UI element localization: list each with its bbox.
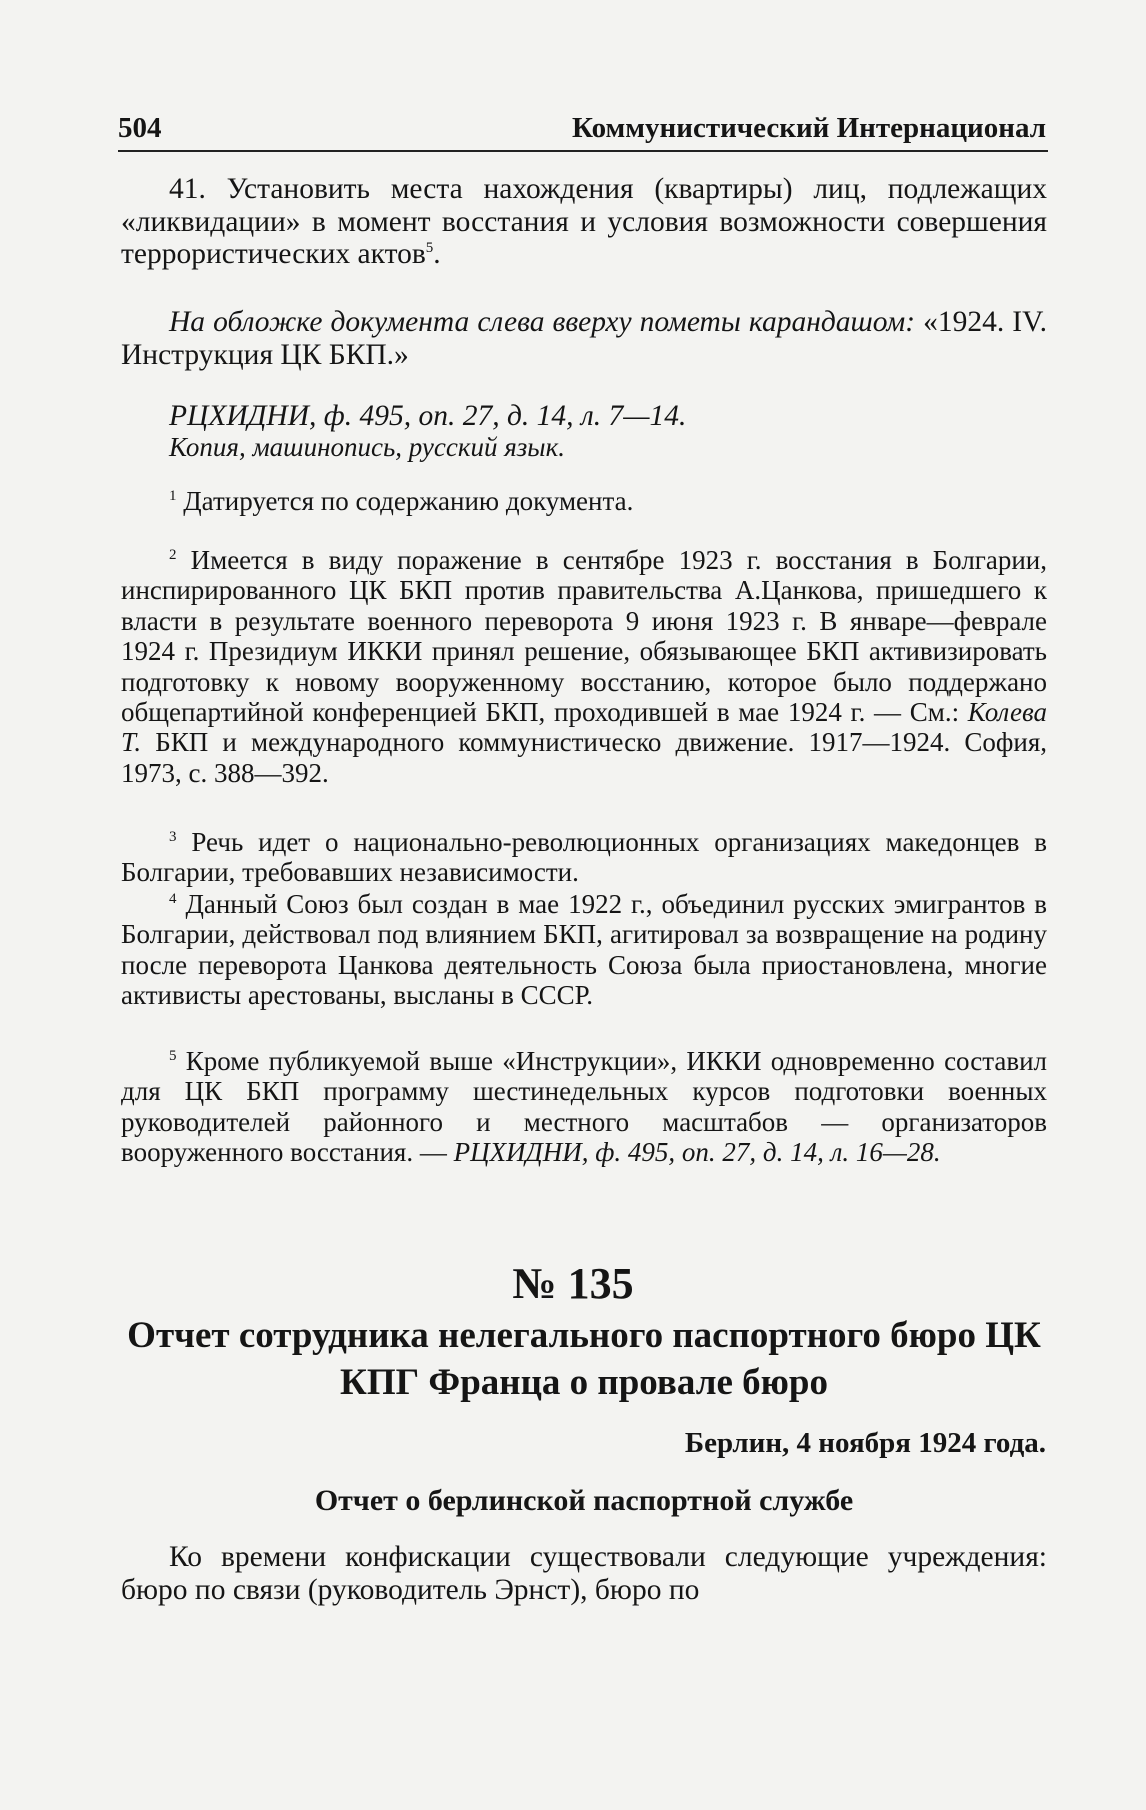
instruction-item-41 (121, 173, 1047, 271)
running-title: Коммунистический Интернационал (572, 112, 1046, 144)
footnote-1 (121, 486, 1047, 516)
cover-note-text: «1924. IV. Инструкция ЦК БКП.» (121, 306, 1048, 371)
footnote-3-text: Речь идет о национально-революционных организациях македонцев в Болгарии, требовавших независимости. (121, 827, 1048, 888)
footnote-2-number: 2 (169, 547, 177, 563)
footnote-5-text: Кроме публикуемой выше «Инструкции», ИККИ одновременно составил для ЦК БКП программу шестинедельных курсов подготовки военных руководителей районного и местного масштабов — организаторов вооруженного восстания. — (121, 1046, 1047, 1168)
footnote-ref-5: 5 (425, 240, 434, 257)
header-rule (118, 150, 1048, 152)
source-note (121, 306, 1047, 371)
document-body (121, 1541, 1047, 1606)
item-41-text: 41. Установить места нахождения (квартиры) лиц, подлежащих «ликвидации» в момент восстания и условия возможности совершения террористических актов (121, 173, 1047, 270)
footnote-1-number: 1 (169, 488, 177, 504)
document-number: № 135 (512, 1259, 634, 1308)
document-date: Берлин, 4 ноября 1924 года. (684, 1427, 1046, 1459)
footnote-1-text: Датируется по содержанию документа. (183, 486, 634, 516)
footnote-5-number: 5 (169, 1048, 177, 1064)
footnote-2-author: Колева Т. (121, 697, 1047, 758)
body-paragraph: Ко времени конфискации существовали следующие учреждения: бюро по связи (руководитель Эрнст), бюро по (121, 1541, 1047, 1606)
footnote-2-text: Имеется в виду поражение в сентябре 1923 г. восстания в Болгарии, инспирированного ЦК БКП против правительства А.Цанкова, пришедшего к власти в результате военного переворота 9 июня 1923 г. В январе—феврале 1924 г. Президиум ИККИ принял решение, обязывающее БКП активизировать подготовку к новому вооруженному восстанию, которое было поддержано общепартийной конференцией БКП, проходившей в мае 1924 г. — См.: (121, 545, 1048, 728)
section-title: Отчет о берлинской паспортной службе (314, 1484, 854, 1517)
copy-note: Копия, машинопись, русский язык. (169, 432, 565, 462)
footnote-3 (121, 827, 1047, 888)
cover-note-label: На обложке документа слева вверху пометы карандашом: (169, 306, 916, 338)
footnote-2 (121, 545, 1047, 788)
footnote-2-tail: БКП и международного коммунистическо движение. 1917—1924. София, 1973, с. 388—392. (121, 727, 1048, 788)
footnote-4-text: Данный Союз был создан в мае 1922 г., объединил русских эмигрантов в Болгарии, действовал под влиянием БКП, агитировал за возвращение на родину после переворота Цанкова деятельность Союза была приостановлена, многие активисты арестованы, высланы в СССР. (121, 889, 1047, 1011)
footnote-4 (121, 889, 1047, 1011)
archive-reference (121, 400, 1047, 433)
footnote-3-number: 3 (169, 829, 177, 845)
page-number: 504 (118, 112, 162, 144)
document-title: Отчет сотрудника нелегального паспортного бюро ЦК КПГ Франца о провале бюро (127, 1315, 1041, 1403)
footnote-4-number: 4 (169, 891, 177, 907)
archive-citation: РЦХИДНИ, ф. 495, оп. 27, д. 14, л. 7—14. (169, 400, 687, 432)
copy-note-block (121, 432, 1047, 462)
item-41-end: . (433, 238, 441, 270)
footnote-5 (121, 1046, 1047, 1168)
footnote-5-archive: РЦХИДНИ, ф. 495, оп. 27, д. 14, л. 16—28. (453, 1137, 941, 1168)
